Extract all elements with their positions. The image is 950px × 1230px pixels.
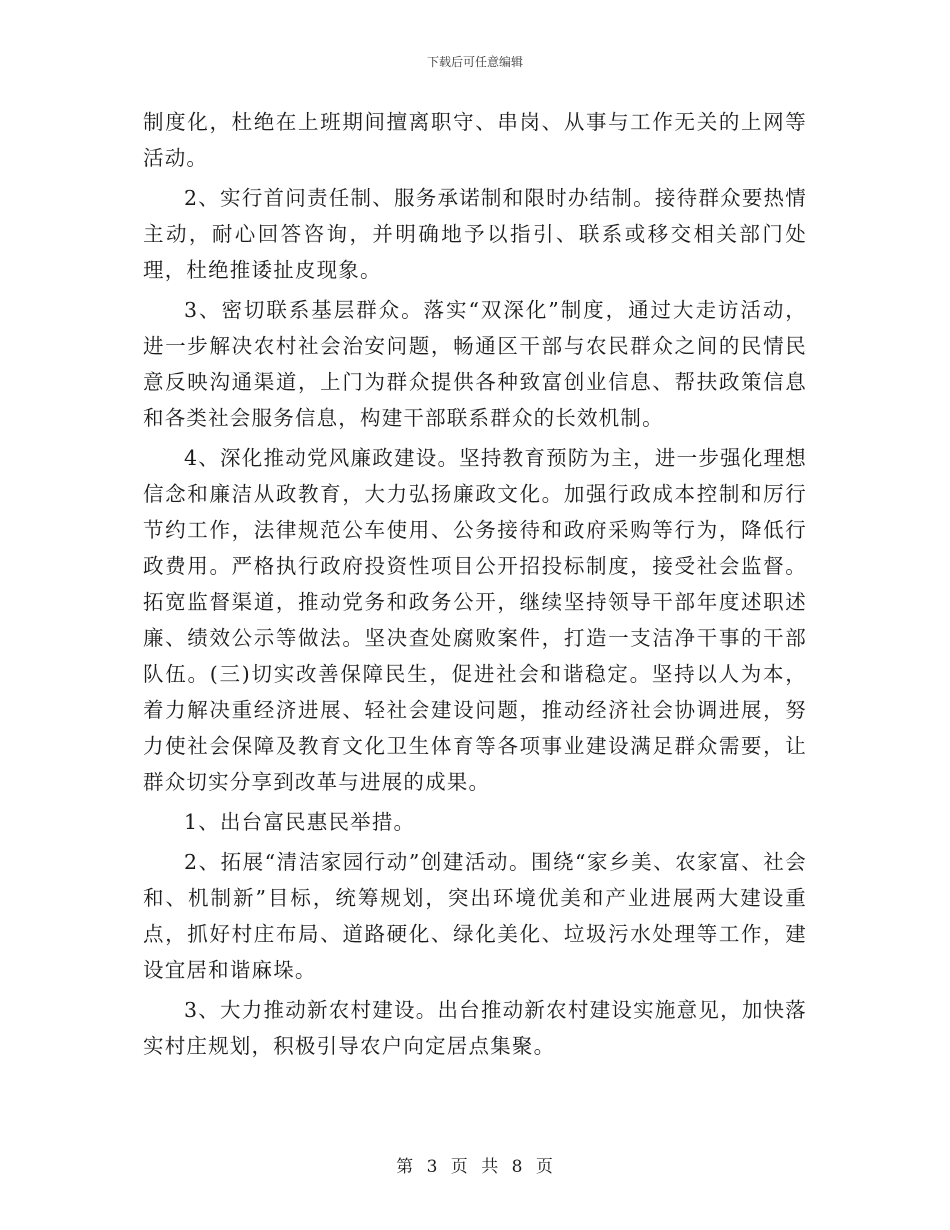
paragraph-item-2-clean-home: 2、拓展“清洁家园行动”创建活动。围绕“家乡美、农家富、社会和、机制新”目标，统筹规划，突出环境优美和产业进展两大建设重点，抓好村庄布局、道路硬化、绿化美化、垃圾污水处理等工作，建设宜居和谐麻垛。	[143, 850, 807, 982]
page-header: 下载后可任意编辑	[426, 55, 523, 69]
footer-label-ye: 页	[450, 1157, 469, 1177]
paragraph-item-4-integrity: 4、深化推动党风廉政建设。坚持教育预防为主，进一步强化理想信念和廉洁从政教育，大力弘扬廉政文化。加强行政成本控制和厉行节约工作，法律规范公车使用、公务接待和政府采购等行为，降低行政费用。严格执行政府投资性项目公开招投标制度，接受社会监督。拓宽监督渠道，推动党务和政务公开，继续坚持领导干部年度述职述廉、绩效公示等做法。坚决查处腐败案件，打造一支洁净干事的干部队伍。(三)切实改善保障民生，促进社会和谐稳定。坚持以人为本，着力解决重经济进展、轻社会建设问题，推动经济社会协调进展，努力使社会保障及教育文化卫生体育等各项事业建设满足群众需要，让群众切实分享到改革与进展的成果。	[143, 446, 807, 794]
total-pages-number: 8	[511, 1157, 524, 1177]
document-body	[143, 104, 807, 1068]
paragraph-item-3-grassroots: 3、密切联系基层群众。落实“双深化”制度，通过大走访活动，进一步解决农村社会治安问题，畅通区干部与农民群众之间的民情民意反映沟通渠道，上门为群众提供各种致富创业信息、帮扶政策信息和各类社会服务信息，构建干部联系群众的长效机制。	[143, 298, 807, 430]
paragraph-item-3-new-countryside: 3、大力推动新农村建设。出台推动新农村建设实施意见，加快落实村庄规划，积极引导农户向定居点集聚。	[143, 998, 807, 1058]
paragraph-item-1-measures: 1、出台富民惠民举措。	[184, 810, 416, 834]
footer-label-ye-2: 页	[535, 1157, 554, 1177]
paragraph-item-2-first-inquiry: 2、实行首问责任制、服务承诺制和限时办结制。接待群众要热情主动，耐心回答咨询，并明确地予以指引、联系或移交相关部门处理，杜绝推诿扯皮现象。	[143, 186, 807, 282]
page-footer	[0, 1152, 950, 1177]
footer-label-di: 第	[396, 1157, 415, 1177]
footer-label-gong: 共	[481, 1157, 500, 1177]
paragraph-continuation: 制度化，杜绝在上班期间擅离职守、串岗、从事与工作无关的上网等活动。	[143, 110, 807, 170]
current-page-number: 3	[426, 1157, 439, 1177]
